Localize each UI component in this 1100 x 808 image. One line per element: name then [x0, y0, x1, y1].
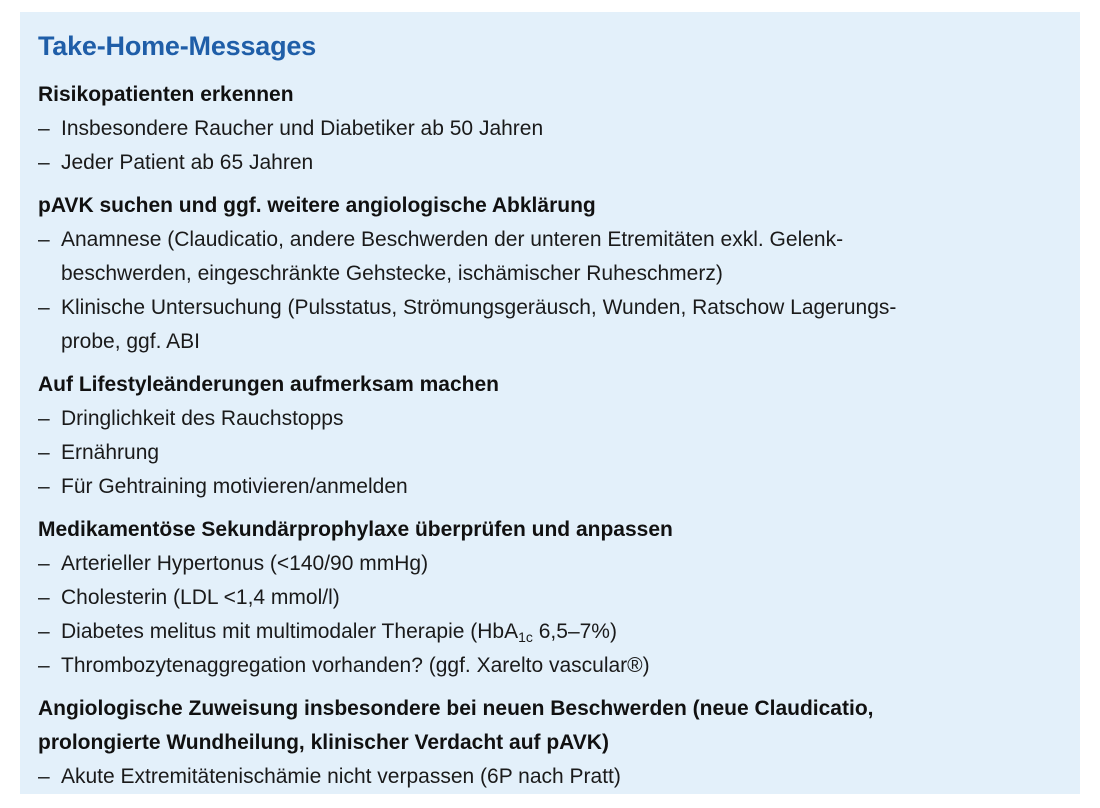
list-item: [38, 615, 1062, 649]
section-secondary-prophylaxis: [38, 513, 1062, 683]
dash-bullet: –: [38, 407, 50, 430]
dash-bullet: –: [38, 228, 50, 251]
list-item: [38, 547, 1062, 581]
dash-bullet: –: [38, 475, 50, 498]
list-item: [38, 146, 1062, 180]
section-angiological-referral: [38, 692, 1062, 794]
list-item: [38, 581, 1062, 615]
list-item: [38, 112, 1062, 146]
dash-bullet: –: [38, 296, 50, 319]
subscript: 1c: [518, 629, 533, 645]
dash-bullet: –: [38, 654, 50, 677]
section-heading: [38, 692, 1062, 760]
dash-bullet: –: [38, 117, 50, 140]
list-item-text: Dringlichkeit des Rauchstopps: [61, 407, 344, 430]
section-heading: Risikopatienten erkennen: [38, 83, 294, 106]
section-heading-line2: prolongierte Wundheilung, klinischer Verdacht auf pAVK): [38, 731, 609, 754]
dash-bullet: –: [38, 441, 50, 464]
section-lifestyle: [38, 368, 1062, 504]
dash-bullet: –: [38, 151, 50, 174]
dash-bullet: –: [38, 765, 50, 788]
list-item-text: Anamnese (Claudicatio, andere Beschwerden der unteren Etremitäten exkl. Gelenk-: [61, 228, 844, 251]
list-item: [38, 649, 1062, 683]
list-item-text-continued: beschwerden, eingeschränkte Gehstecke, ischämischer Ruheschmerz): [61, 262, 723, 285]
list-item-text: Klinische Untersuchung (Pulsstatus, Strömungsgeräusch, Wunden, Ratschow Lagerungs-: [61, 296, 897, 319]
section-heading-line1: Angiologische Zuweisung insbesondere bei neuen Beschwerden (neue Claudicatio,: [38, 697, 874, 720]
section-heading: pAVK suchen und ggf. weitere angiologische Abklärung: [38, 194, 596, 217]
section-pavk-search: [38, 189, 1062, 359]
list-item-text: Ernährung: [61, 441, 160, 464]
list-item-text-continued: probe, ggf. ABI: [61, 330, 200, 353]
section-heading: Auf Lifestyleänderungen aufmerksam machen: [38, 373, 499, 396]
list-item-text: Insbesondere Raucher und Diabetiker ab 50 Jahren: [61, 117, 544, 140]
section-heading: Medikamentöse Sekundärprophylaxe überprüfen und anpassen: [38, 518, 673, 541]
dash-bullet: –: [38, 620, 50, 643]
list-item: [38, 436, 1062, 470]
section-risk-patients: [38, 78, 1062, 180]
list-item: [38, 760, 1062, 794]
list-item-text-suffix: 6,5–7%): [532, 620, 617, 643]
take-home-messages-box: [20, 12, 1080, 794]
list-item: [38, 291, 1062, 359]
list-item: [38, 402, 1062, 436]
list-item-text: Jeder Patient ab 65 Jahren: [61, 151, 314, 174]
list-item-text: Cholesterin (LDL <1,4 mmol/l): [61, 586, 340, 609]
list-item-text: Akute Extremitätenischämie nicht verpassen (6P nach Pratt): [61, 765, 621, 788]
dash-bullet: –: [38, 586, 50, 609]
list-item-text: Diabetes melitus mit multimodaler Therapie (HbA: [61, 620, 519, 643]
list-item-text: Arterieller Hypertonus (<140/90 mmHg): [61, 552, 429, 575]
dash-bullet: –: [38, 552, 50, 575]
list-item-text: Für Gehtraining motivieren/anmelden: [61, 475, 408, 498]
list-item: [38, 223, 1062, 291]
list-item: [38, 470, 1062, 504]
box-title: Take-Home-Messages: [38, 31, 317, 61]
list-item-text: Thrombozytenaggregation vorhanden? (ggf. Xarelto vascular®): [61, 654, 650, 677]
